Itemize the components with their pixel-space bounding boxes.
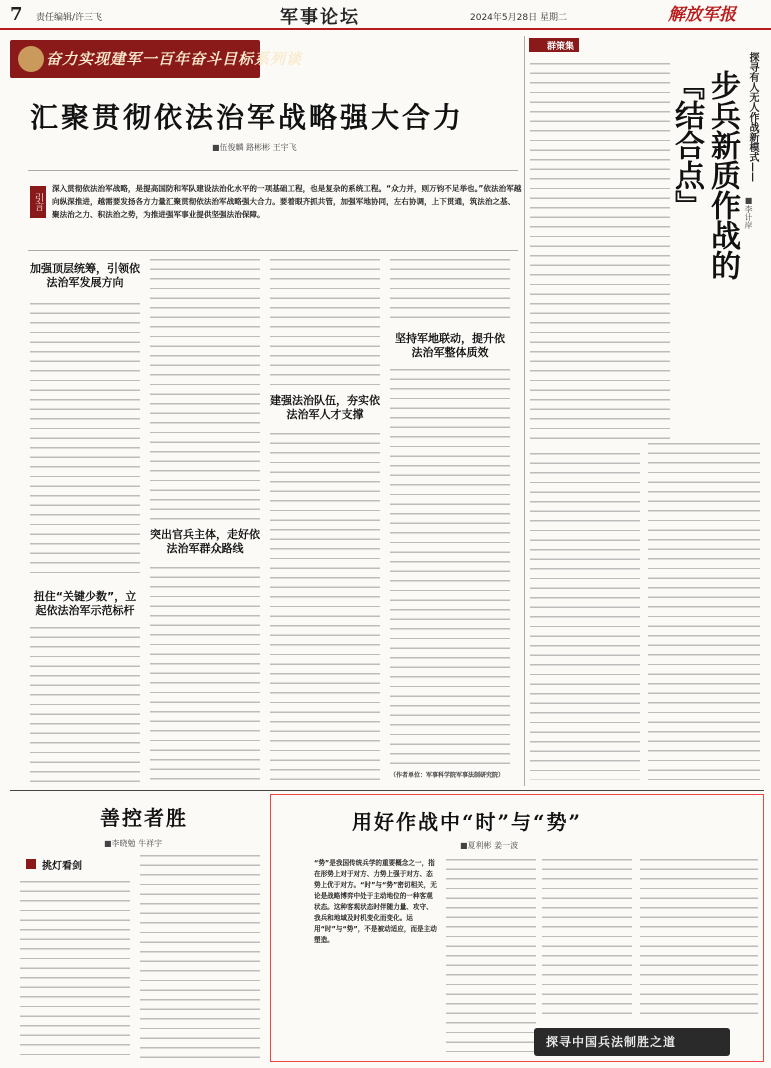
divider [28, 170, 518, 171]
body-column [640, 856, 758, 1022]
bottom-right-lead: “势”是我国传统兵学的重要概念之一，指在形势上对于对方、力势上强于对方、态势上优于对方。“时”与“势”密切相关，无论是战略博弈中处于主动地位的一种客观状态。这种客观状态时伴随力量、攻守、我兵和地域及时机变化而变化。运用“时”与“势”，不是被动适应，而是主动塑造。 [314, 859, 437, 944]
right-kicker: 探寻有人无人作战新模式—— [747, 52, 758, 182]
divider [524, 36, 525, 786]
bottom-right-byline: ■夏利彬 姜一波 [460, 841, 519, 850]
body-column [446, 856, 536, 1052]
newspaper-logo: 解放军报 [668, 5, 736, 25]
bottom-right-headline: 用好作战中“时”与“势” [352, 810, 583, 834]
column-tag [529, 38, 579, 52]
main-headline: 汇聚贯彻依法治军战略强大合力 [30, 101, 465, 134]
emblem-icon [18, 46, 44, 72]
divider [10, 790, 764, 791]
body-column [150, 564, 260, 784]
column-tag-label: 挑灯看剑 [42, 861, 82, 872]
series-banner-text: 奋力实现建军一百年奋斗目标系列谈 [46, 50, 303, 68]
lead-tag: 引言 [30, 186, 46, 218]
subhead-4: 建强法治队伍，夯实依法治军人才支撑 [270, 394, 380, 421]
body-column [30, 624, 140, 784]
body-column [390, 366, 510, 766]
divider [28, 250, 518, 251]
body-column [140, 852, 260, 1058]
footer-banner-text: 探寻中国兵法制胜之道 [546, 1035, 677, 1049]
main-lead: 深入贯彻依法治军战略，是提高国防和军队建设法治化水平的一项基础工程，也是复杂的系统工程。“众力并，则万钧不足举也。”依法治军越向纵深推进，越需要发扬各方力量汇聚贯彻依法治军战略强大合力。要着眼齐抓共管，加强军地协同，左右协调，上下贯通，筑法治之基、聚法治之力、积法治之势，为推进强军事业提供坚强法治保障。 [52, 184, 522, 219]
bottom-left-headline: 善控者胜 [100, 806, 188, 830]
page-number: 7 [10, 4, 23, 25]
section-title: 军事论坛 [280, 7, 360, 28]
column-tag-label: 群策集 [547, 42, 575, 52]
author-affiliation: （作者单位：军事科学院军事法制研究院） [390, 772, 505, 779]
body-column [648, 440, 760, 780]
subhead-2: 扭住“关键少数”，立起依法治军示范标杆 [33, 590, 137, 617]
right-headline: 步兵新质作战的『结合点』 [669, 70, 740, 280]
masthead [0, 0, 771, 30]
column-tag [20, 856, 110, 872]
body-column [390, 256, 510, 326]
bottom-left-byline: ■李晓勉 牛祥宇 [104, 839, 163, 848]
square-icon [26, 859, 36, 869]
subhead-3: 突出官兵主体，走好依法治军群众路线 [150, 528, 260, 555]
subhead-5: 坚持军地联动，提升依法治军整体质效 [395, 332, 505, 359]
right-author: ■李计岸 [744, 196, 753, 229]
editor-credit: 责任编辑/许三飞 [36, 13, 103, 23]
body-column [530, 450, 640, 780]
body-column [530, 60, 670, 440]
publication-date: 2024年5月28日 星期二 [470, 13, 567, 23]
footer-banner [534, 1028, 730, 1056]
body-column [30, 300, 140, 580]
subhead-1: 加强顶层统筹，引领依法治军发展方向 [30, 262, 140, 289]
main-byline: ■伍俊麟 路彬彬 王宇飞 [212, 143, 297, 152]
body-column [542, 856, 632, 1022]
body-column [20, 878, 130, 1058]
body-column [270, 256, 380, 386]
body-column [270, 430, 380, 784]
body-column [150, 256, 260, 524]
